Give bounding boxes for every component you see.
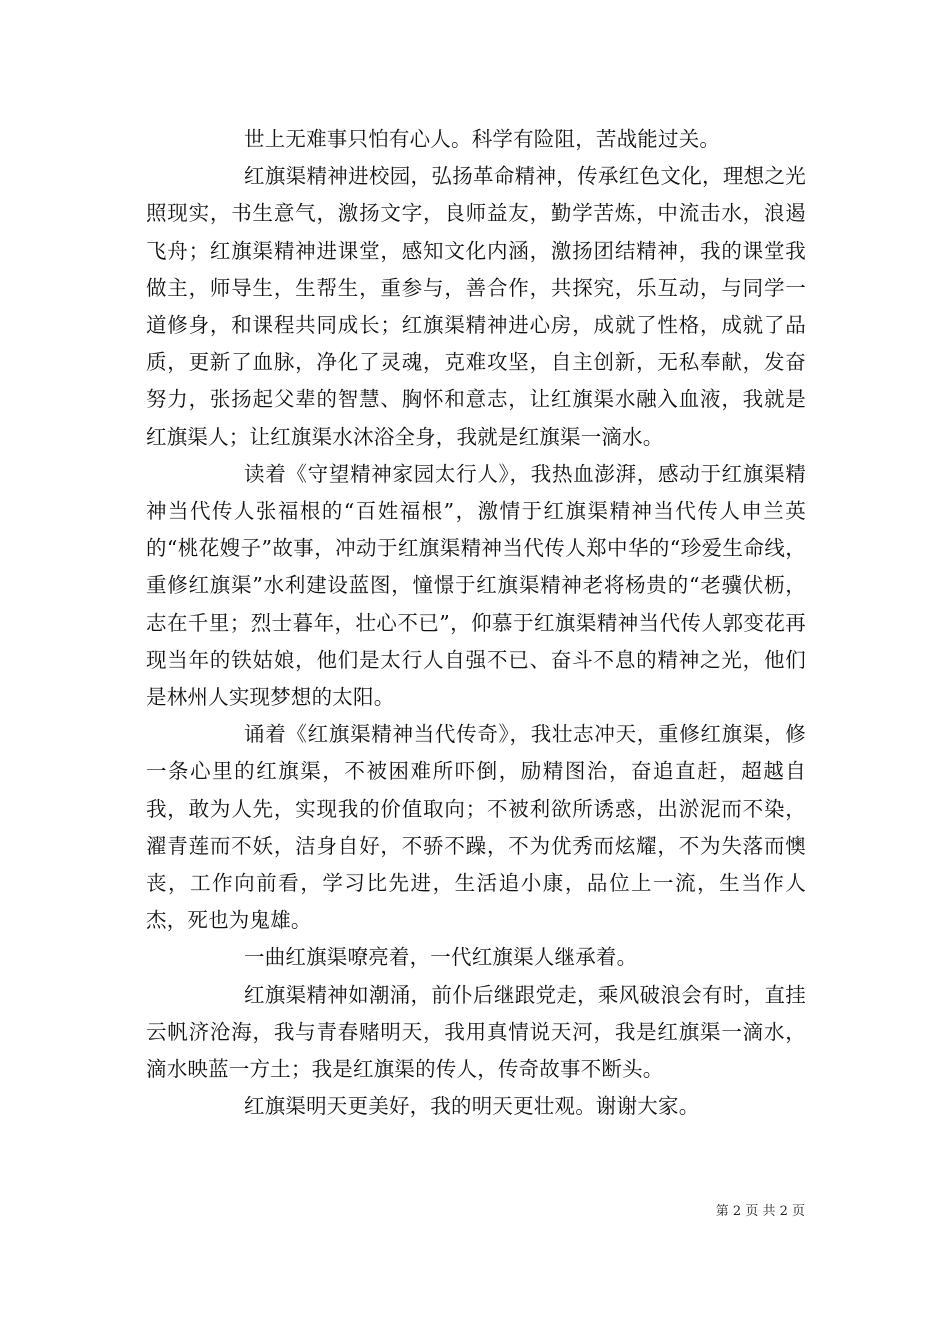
paragraph: 红旗渠精神进校园，弘扬革命精神，传承红色文化，理想之光照现实，书生意气，激扬文字，良师益友，勤学苦炼，中流击水，浪遏飞舟；红旗渠精神进课堂，感知文化内涵，激扬团结精神，我的课堂我做主，师导生，生帮生，重参与，善合作，共探究，乐互动，与同学一道修身，和课程共同成长；红旗渠精神进心房，成就了性格，成就了品质，更新了血脉，净化了灵魂，克难攻坚，自主创新，无私奉献，发奋努力，张扬起父辈的智慧、胸怀和意志，让红旗渠水融入血液，我就是红旗渠人；让红旗渠水沐浴全身，我就是红旗渠一滴水。: [146, 164, 806, 449]
paragraph: 读着《守望精神家园太行人》，我热血澎湃，感动于红旗渠精神当代传人张福根的“百姓福根”，激情于红旗渠精神当代传人申兰英的“桃花嫂子”故事，冲动于红旗渠精神当代传人郑中华的“珍爱生命线，重修红旗渠”水利建设蓝图，憧憬于红旗渠精神老将杨贵的“老骥伏枥，志在千里；烈士暮年，壮心不已”，仰慕于红旗渠精神当代传人郭变花再现当年的铁姑娘，他们是太行人自强不已、奋斗不息的精神之光，他们是林州人实现梦想的太阳。: [146, 461, 806, 710]
paragraph: 红旗渠明天更美好，我的明天更壮观。谢谢大家。: [244, 1094, 700, 1119]
paragraph: 诵着《红旗渠精神当代传奇》，我壮志冲天，重修红旗渠，修一条心里的红旗渠，不被困难所吓倒，励精图治，奋追直赶，超越自我，敢为人先，实现我的价值取向；不被利欲所诱惑，出淤泥而不染，濯青莲而不妖，洁身自好，不骄不躁，不为优秀而炫耀，不为失落而懊丧，工作向前看，学习比先进，生活追小康，品位上一流，生当作人杰，死也为鬼雄。: [146, 722, 806, 933]
paragraph: 红旗渠精神如潮涌，前仆后继跟党走，乘风破浪会有时，直挂云帆济沧海，我与青春赌明天，我用真情说天河，我是红旗渠一滴水，滴水映蓝一方土；我是红旗渠的传人，传奇故事不断头。: [146, 982, 806, 1082]
paragraph: 一曲红旗渠嘹亮着，一代红旗渠人继承着。: [244, 945, 638, 970]
page-number-footer: 第 2 页 共 2 页: [715, 1204, 805, 1219]
paragraph: 世上无难事只怕有心人。科学有险阻，苦战能过关。: [244, 127, 721, 151]
document-body: [146, 121, 806, 1125]
